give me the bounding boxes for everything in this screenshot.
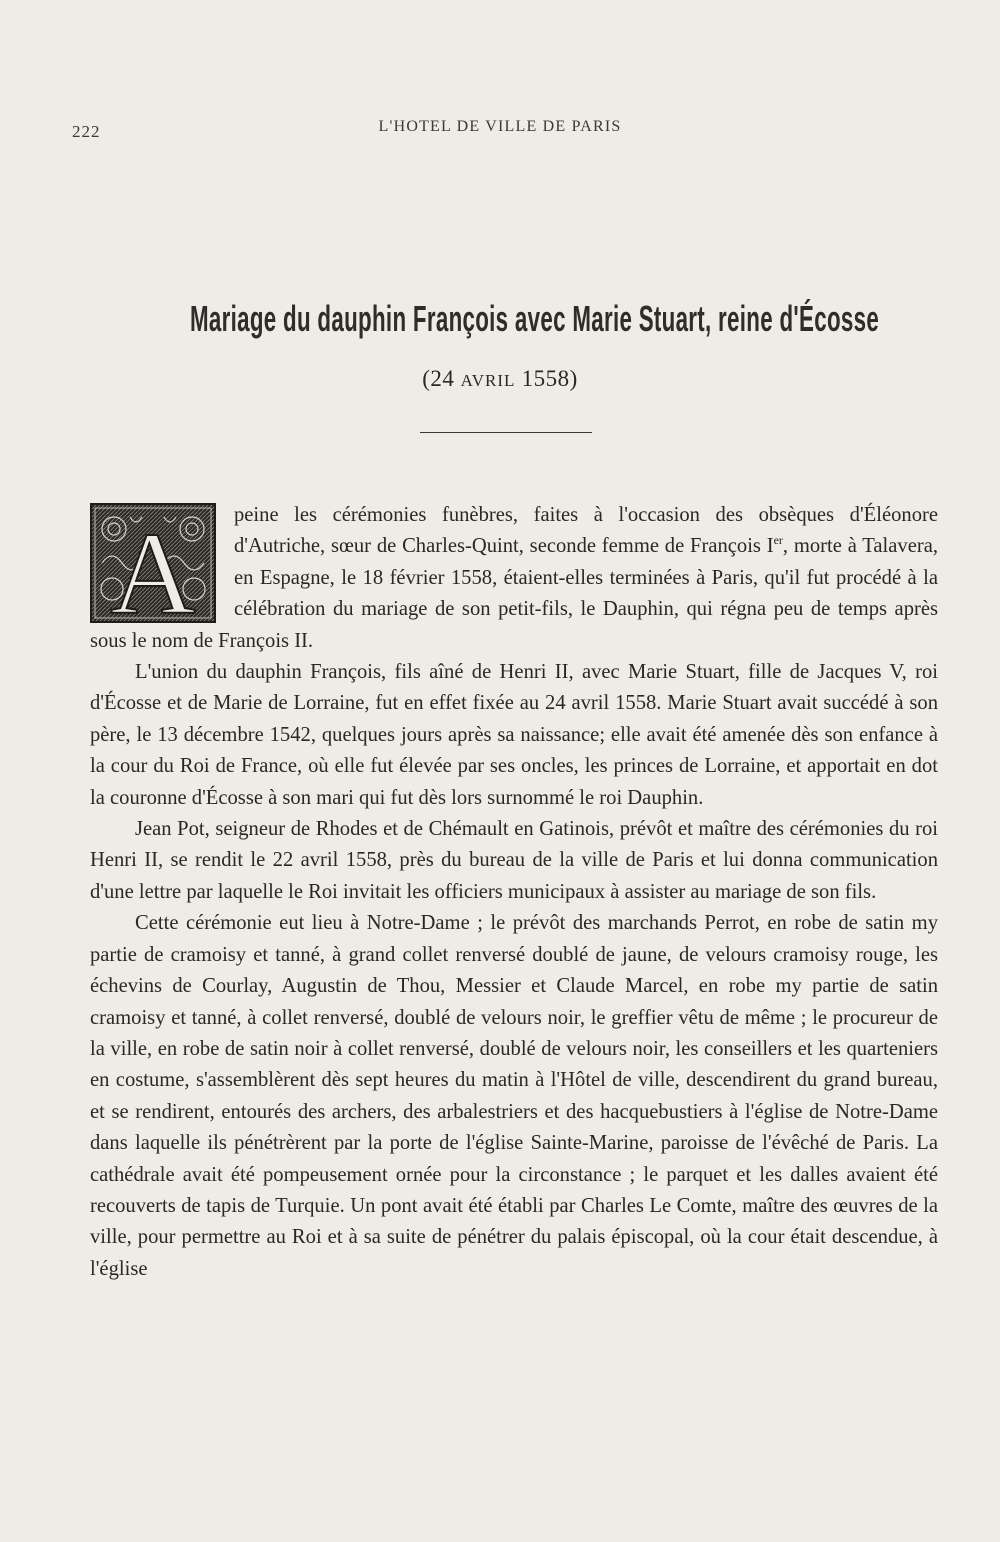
date-close: 1558) bbox=[515, 366, 578, 391]
title-rule bbox=[420, 432, 592, 433]
ornamental-initial-icon bbox=[90, 503, 216, 623]
page-number: 222 bbox=[72, 122, 101, 141]
paragraph-1-text-a: peine les cérémonies funèbres, faites à l'occasion des obsèques d'Éléonore d'Autriche, sœur de Charles-Quint, seconde femme de François I bbox=[234, 504, 938, 558]
paragraph-1-text-b: , morte à Talavera, en Espagne, le 18 février 1558, étaient-elles terminées à Paris, qu'il fut procédé à la célébration du mariage de son petit-fils, le Dauphin, qui régna peu de temps après sous le nom de François II. bbox=[90, 535, 938, 652]
date-open: (24 bbox=[422, 366, 461, 391]
paragraph-1 bbox=[90, 500, 938, 657]
paragraph-3: Jean Pot, seigneur de Rhodes et de Chémault en Gatinois, prévôt et maître des cérémonies du roi Henri II, se rendit le 22 avril 1558, près du bureau de la ville de Paris et lui donna communication d'une lettre par laquelle le Roi invitait les officiers municipaux à assister au mariage de son fils. bbox=[90, 818, 938, 903]
dropcap-letter: A bbox=[110, 508, 196, 623]
paragraph-4: Cette cérémonie eut lieu à Notre-Dame ; le prévôt des marchands Perrot, en robe de satin my partie de cramoisy et tanné, à grand collet renversé doublé de jaune, de velours cramoisy rouge, les échevins de Courlay, Augustin de Thou, Messier et Claude Marcel, en robe my partie de satin cramoisy et tanné, à collet renversé, doublé de velours noir, le greffier vêtu de même ; le procureur de la ville, en robe de satin noir à collet renversé, doublé de velours noir, les conseillers et les quarteniers en costume, s'assemblèrent dès sept heures du matin à l'Hôtel de ville, descendirent du grand bureau, et se rendirent, entourés des archers, des arbalestriers et des hacquebustiers à l'église de Notre-Dame dans laquelle ils pénétrèrent par la porte de l'église Sainte-Marine, paroisse de l'évêché de Paris. La cathédrale avait été pompeusement ornée pour la circonstance ; le parquet et les dalles avaient été recouverts de tapis de Turquie. Un pont avait été établi par Charles Le Comte, maître des œuvres de la ville, pour permettre au Roi et à sa suite de pénétrer du palais épiscopal, où la cour était descendue, à l'église bbox=[90, 912, 938, 1280]
body-text bbox=[90, 500, 938, 1285]
superscript-er: er bbox=[773, 533, 783, 548]
chapter-title: Mariage du dauphin François avec Marie Stuart, reine d'Écosse bbox=[190, 298, 880, 339]
chapter-date bbox=[0, 366, 1000, 392]
running-head: L'HOTEL DE VILLE DE PARIS bbox=[378, 118, 622, 135]
date-month: AVRIL bbox=[460, 371, 516, 390]
paragraph-2: L'union du dauphin François, fils aîné de Henri II, avec Marie Stuart, fille de Jacques V, roi d'Écosse et de Marie de Lorraine, fut en effet fixée au 24 avril 1558. Marie Stuart avait succédé à son père, le 13 décembre 1542, quelques jours après sa naissance; elle avait été amenée dès son enfance à la cour du Roi de France, où elle fut élevée par ses oncles, les princes de Lorraine, et apportait en dot la couronne d'Écosse à son mari qui fut dès lors surnommé le roi Dauphin. bbox=[90, 661, 938, 809]
